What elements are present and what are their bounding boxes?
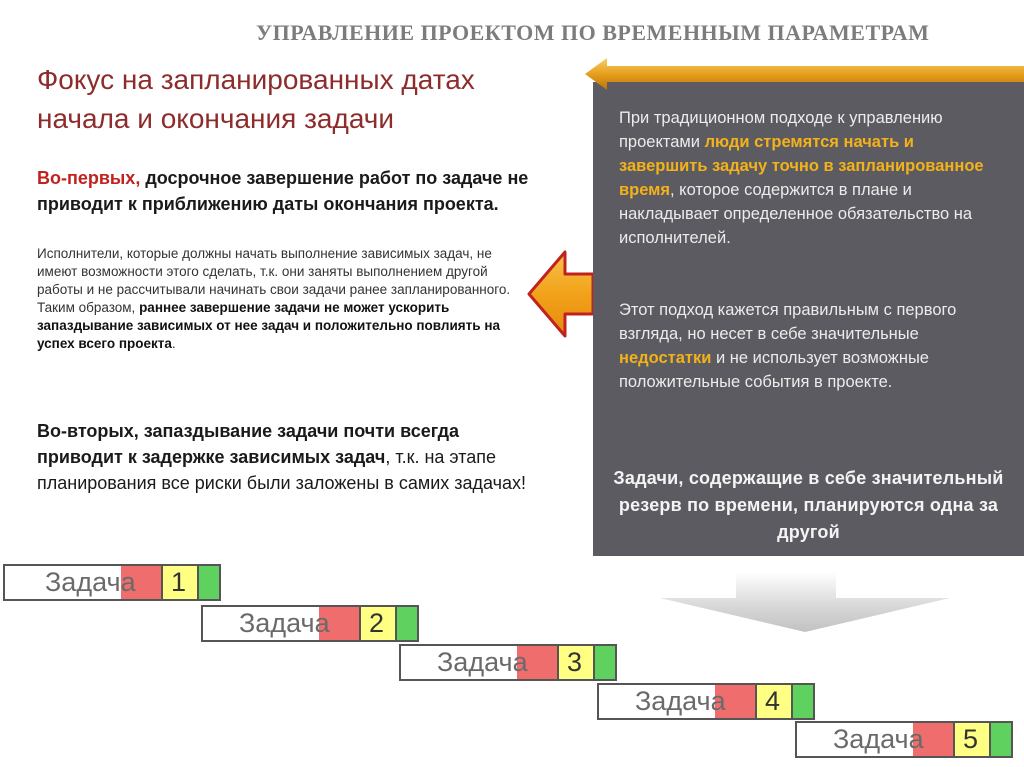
- task-bar-1-yellow-segment: [161, 564, 199, 601]
- task-bar-1-red-segment: [121, 564, 161, 601]
- panel-p2-highlight: недостатки: [619, 349, 712, 367]
- first-point-marker: Во-первых,: [37, 168, 141, 188]
- task-bar-5-name-cell: [795, 721, 913, 758]
- task-bar-1-label: Задача: [45, 567, 136, 597]
- task-bar-3: [399, 644, 617, 681]
- task-bar-1-number: 1: [171, 567, 187, 597]
- panel-paragraph-2: [619, 298, 1004, 394]
- slide-heading: [37, 60, 582, 138]
- task-bar-2-name-cell: [201, 605, 319, 642]
- task-bar-5-green-segment: [991, 721, 1013, 758]
- task-bar-2-green-segment: [397, 605, 419, 642]
- panel-p2-start: Этот подход кажется правильным с первого взгляда, но несет в себе значительные: [619, 301, 957, 343]
- task-bar-5: [795, 721, 1013, 758]
- first-point-body: [37, 245, 527, 353]
- task-bar-5-number: 5: [963, 724, 979, 754]
- first-point-conclusion: раннее завершение задачи не может ускорить запаздывание зависимых от нее задач и положительно повлиять на успех всего проекта: [37, 300, 500, 351]
- heading-line-2: начала и окончания задачи: [37, 103, 394, 134]
- page-header-title: УПРАВЛЕНИЕ ПРОЕКТОМ ПО ВРЕМЕННЫМ ПАРАМЕТРАМ: [256, 20, 930, 45]
- panel-p2-end: и не использует возможные положительные события в проекте.: [619, 349, 929, 391]
- task-bar-3-red-segment: [517, 644, 557, 681]
- first-point-lead: [37, 165, 537, 217]
- panel-p1-highlight: люди стремятся начать и завершить задачу точно в запланированное время: [619, 133, 984, 199]
- task-bar-5-label: Задача: [833, 724, 924, 754]
- task-bar-5-red-segment: [913, 721, 953, 758]
- panel-conclusion: Задачи, содержащие в себе значительный резерв по времени, планируются одна за другой: [613, 468, 1004, 542]
- task-bar-2-number: 2: [369, 608, 385, 638]
- task-bar-4-red-segment: [715, 683, 755, 720]
- task-bar-3-yellow-segment: [557, 644, 595, 681]
- task-bar-4-label: Задача: [635, 686, 726, 716]
- panel-paragraph-1: [619, 106, 1004, 250]
- first-point-statement: досрочное завершение работ по задаче не приводит к приближению даты окончания проекта.: [37, 168, 529, 214]
- first-point-end: .: [171, 336, 176, 351]
- task-bar-5-yellow-segment: [953, 721, 991, 758]
- panel-header-arrow-icon: [585, 56, 1024, 92]
- task-bar-1-name-cell: [3, 564, 121, 601]
- second-point-statement: , запаздывание задачи почти всегда приводит к задержке зависимых задач: [37, 421, 460, 467]
- task-bar-4-name-cell: [597, 683, 715, 720]
- second-point-rest: , т.к. на этапе планирования все риски были заложены в самих задачах!: [37, 447, 527, 493]
- task-bar-2: [201, 605, 419, 642]
- task-bar-3-name-cell: [399, 644, 517, 681]
- task-bar-3-number: 3: [567, 647, 583, 677]
- first-point-explanation: Исполнители, которые должны начать выполнение зависимых задач, не имеют возможности этого сделать, т.к. они заняты выполнением другой работы и не рассчитывали начинать свои задачи ранее запланированного. Таким образом,: [37, 246, 511, 315]
- task-bar-4: [597, 683, 815, 720]
- task-bar-1-green-segment: [199, 564, 221, 601]
- task-bar-4-yellow-segment: [755, 683, 793, 720]
- task-bar-3-label: Задача: [437, 647, 528, 677]
- second-point: [37, 418, 537, 496]
- heading-line-1: Фокус на запланированных датах: [37, 64, 475, 95]
- task-bar-4-green-segment: [793, 683, 815, 720]
- second-point-marker: Во-вторых: [37, 421, 134, 441]
- panel-p1-start: При традиционном подходе к управлению проектами: [619, 109, 943, 151]
- task-bar-2-label: Задача: [239, 608, 330, 638]
- task-bar-1: [3, 564, 221, 601]
- task-bar-3-green-segment: [595, 644, 617, 681]
- panel-p1-end: , которое содержится в плане и накладывает определенное обязательство на исполнителей.: [619, 181, 973, 247]
- task-bar-4-number: 4: [765, 686, 781, 716]
- task-bar-2-red-segment: [319, 605, 359, 642]
- left-pointing-arrow-icon: [525, 246, 597, 342]
- down-arrow-icon: [660, 572, 950, 632]
- task-bar-2-yellow-segment: [359, 605, 397, 642]
